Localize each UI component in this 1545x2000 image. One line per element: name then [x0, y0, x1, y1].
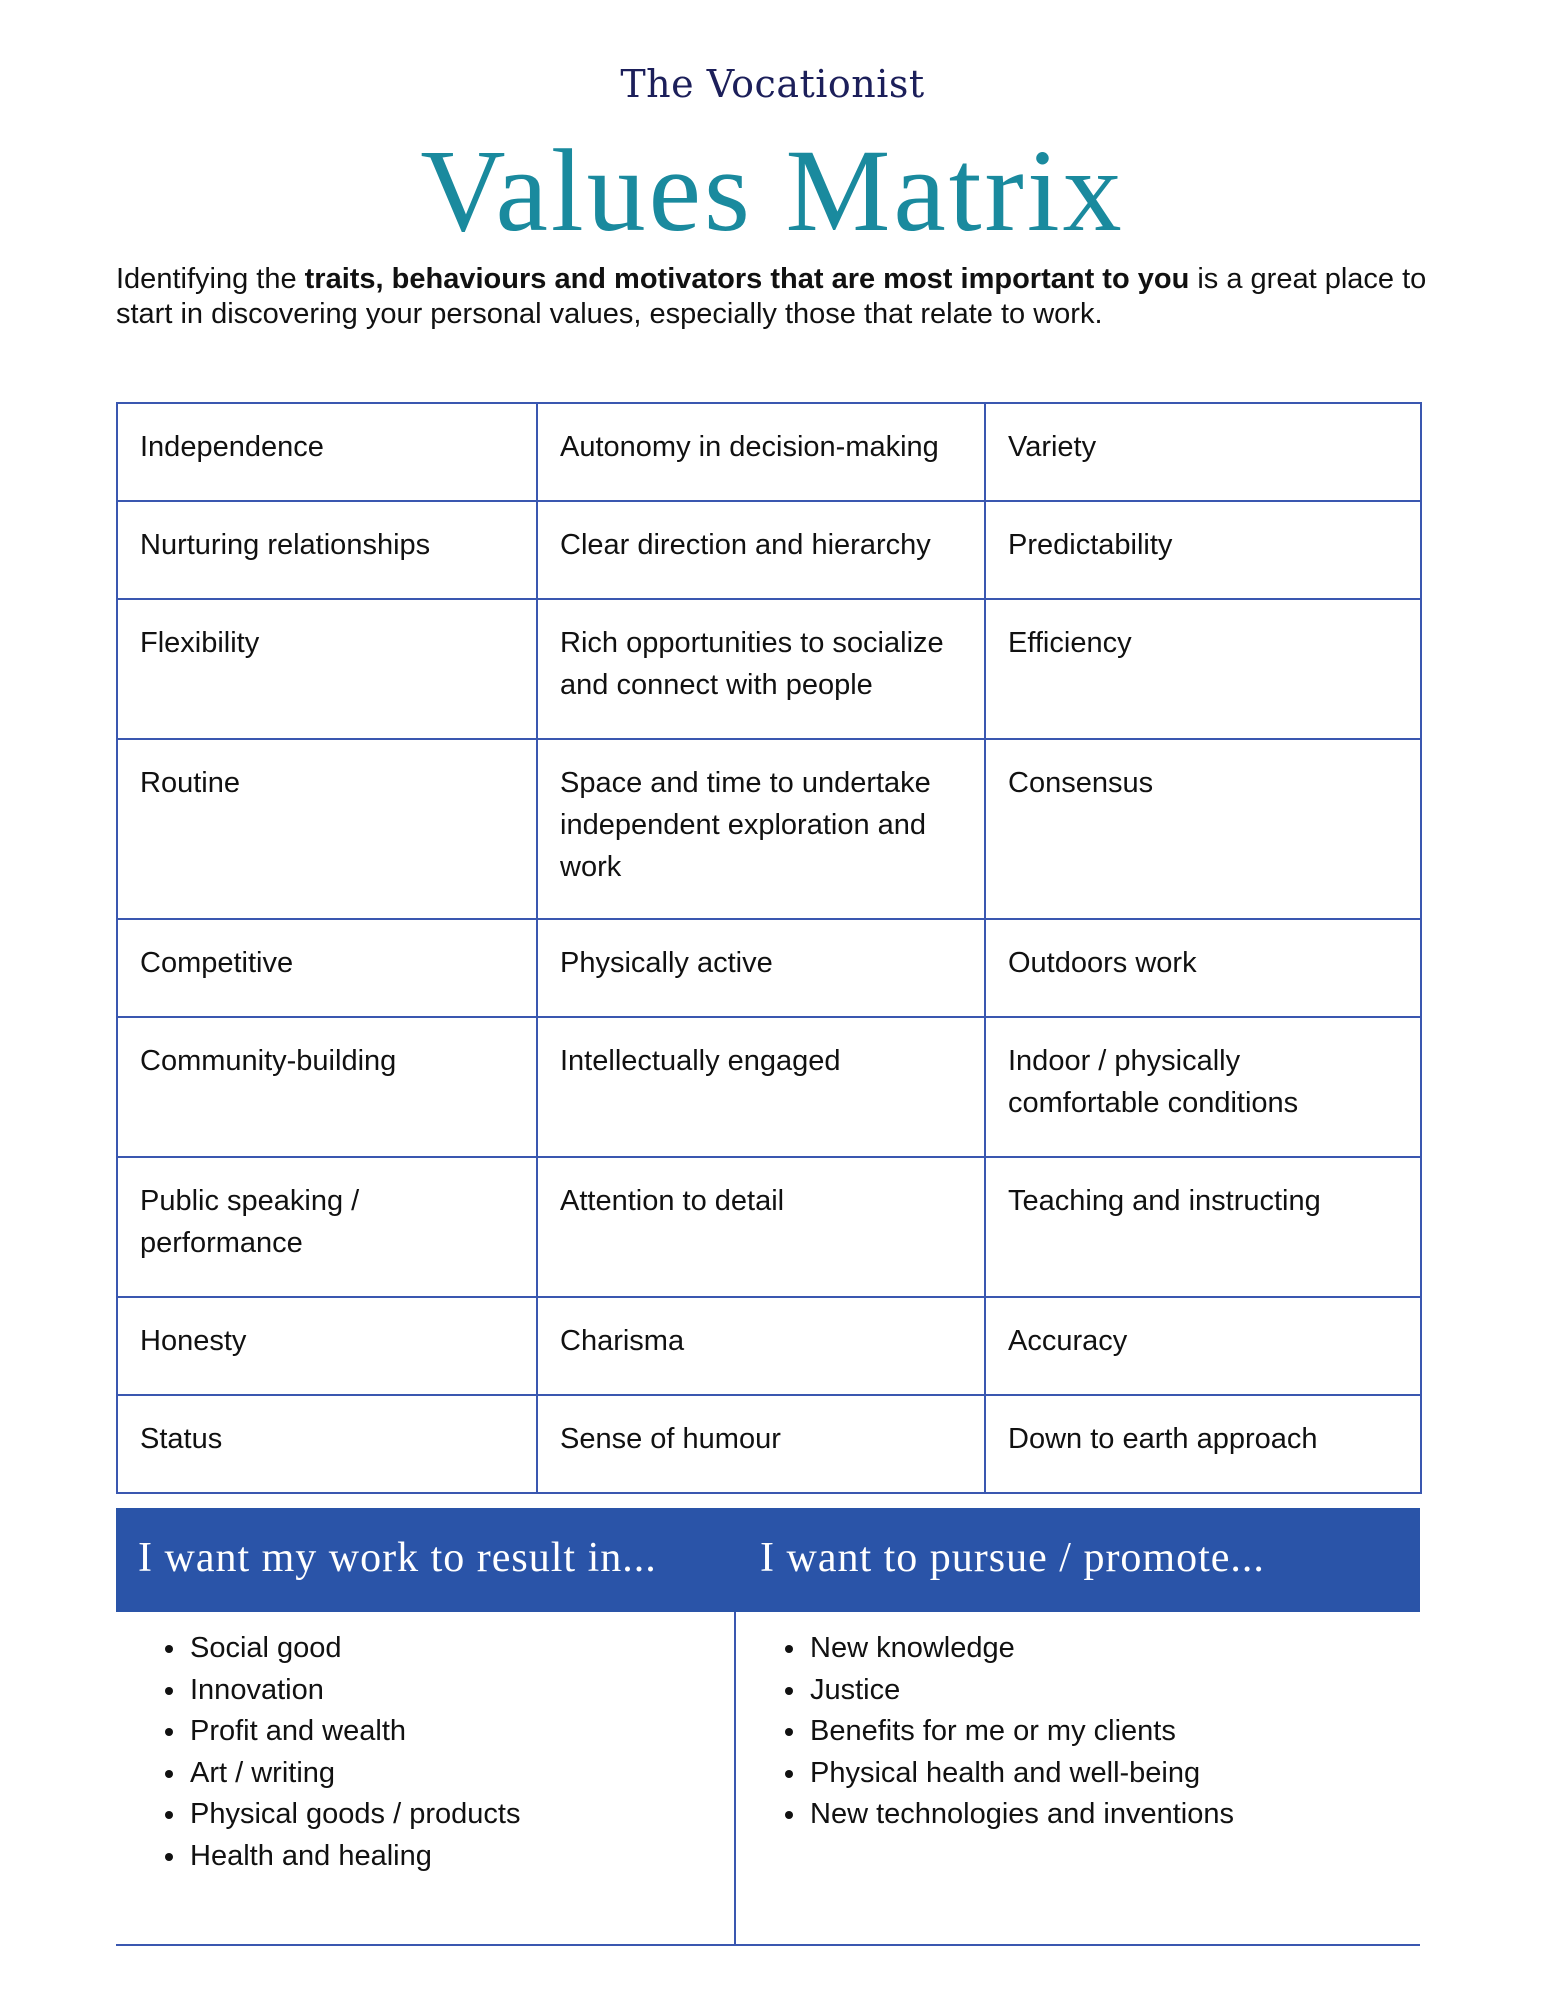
list-item: • Health and healing	[188, 1836, 520, 1878]
values-matrix-table	[116, 402, 1422, 1494]
list-item: • Benefits for me or my clients	[808, 1711, 1234, 1753]
list-item: • New technologies and inventions	[808, 1794, 1234, 1836]
matrix-cell: Nurturing relationships	[117, 501, 537, 599]
matrix-cell: Independence	[117, 403, 537, 501]
matrix-cell: Outdoors work	[985, 919, 1421, 1017]
list-item: • Innovation	[188, 1670, 520, 1712]
matrix-row	[117, 403, 1421, 501]
matrix-cell: Indoor / physically comfortable conditions	[985, 1017, 1421, 1157]
matrix-cell: Status	[117, 1395, 537, 1493]
matrix-cell: Down to earth approach	[985, 1395, 1421, 1493]
list-item: • Justice	[808, 1670, 1234, 1712]
intro-text-start: Identifying the	[116, 263, 305, 295]
list-item: • Social good	[188, 1628, 520, 1670]
matrix-cell: Attention to detail	[537, 1157, 985, 1297]
matrix-cell: Intellectually engaged	[537, 1017, 985, 1157]
matrix-cell: Autonomy in decision-making	[537, 403, 985, 501]
matrix-row	[117, 1017, 1421, 1157]
matrix-cell: Efficiency	[985, 599, 1421, 739]
pursue-list	[736, 1628, 1234, 1836]
lists-header-bar	[116, 1508, 1420, 1612]
matrix-cell: Competitive	[117, 919, 537, 1017]
matrix-row	[117, 501, 1421, 599]
matrix-cell: Public speaking / performance	[117, 1157, 537, 1297]
matrix-row	[117, 1395, 1421, 1493]
matrix-cell: Honesty	[117, 1297, 537, 1395]
results-heading: I want my work to result in...	[138, 1535, 657, 1581]
matrix-cell: Routine	[117, 739, 537, 919]
matrix-cell: Variety	[985, 403, 1421, 501]
intro-text-end: is a great place to start in discovering your personal values, especially those that relate to work.	[116, 263, 1427, 330]
matrix-row	[117, 599, 1421, 739]
results-list	[116, 1628, 520, 1877]
matrix-cell: Predictability	[985, 501, 1421, 599]
matrix-row	[117, 739, 1421, 919]
matrix-row	[117, 1157, 1421, 1297]
intro-paragraph	[116, 262, 1436, 332]
matrix-cell: Space and time to undertake independent exploration and work	[537, 739, 985, 919]
list-item: • New knowledge	[808, 1628, 1234, 1670]
matrix-cell: Sense of humour	[537, 1395, 985, 1493]
matrix-cell: Community-building	[117, 1017, 537, 1157]
matrix-cell: Consensus	[985, 739, 1421, 919]
matrix-cell: Clear direction and hierarchy	[537, 501, 985, 599]
matrix-cell: Rich opportunities to socialize and connect with people	[537, 599, 985, 739]
list-item: • Physical goods / products	[188, 1794, 520, 1836]
matrix-cell: Charisma	[537, 1297, 985, 1395]
list-item: • Art / writing	[188, 1753, 520, 1795]
list-item: • Physical health and well-being	[808, 1753, 1234, 1795]
brand-name: The Vocationist	[620, 62, 925, 106]
matrix-cell: Accuracy	[985, 1297, 1421, 1395]
page-title: Values Matrix	[420, 125, 1125, 256]
matrix-cell: Flexibility	[117, 599, 537, 739]
matrix-row	[117, 1297, 1421, 1395]
intro-text-bold: traits, behaviours and motivators that are most important to you	[304, 263, 1190, 295]
bottom-rule	[116, 1944, 1420, 1946]
pursue-heading: I want to pursue / promote...	[760, 1535, 1265, 1581]
matrix-cell: Teaching and instructing	[985, 1157, 1421, 1297]
list-item: • Profit and wealth	[188, 1711, 520, 1753]
matrix-cell: Physically active	[537, 919, 985, 1017]
matrix-row	[117, 919, 1421, 1017]
